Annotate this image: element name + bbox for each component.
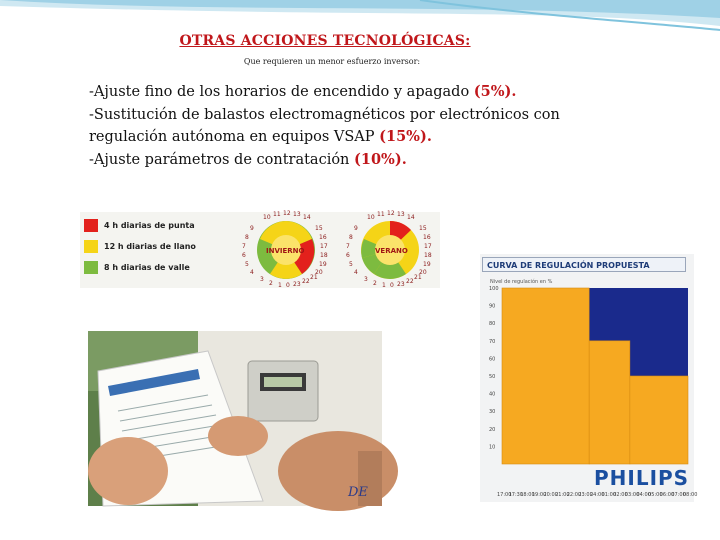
x-tick-label: 17:30 [508, 492, 524, 498]
svg-text:10: 10 [367, 214, 375, 221]
x-tick-label: 19:00 [531, 492, 547, 498]
bullet-text: -Ajuste fino de los horarios de encendido y apagado [89, 84, 474, 100]
svg-text:3: 3 [260, 276, 264, 283]
x-tick-label: 18:00 [520, 492, 535, 498]
y-tick-label: 40 [489, 391, 496, 398]
signature-logo: DE [348, 485, 368, 500]
x-tick-label: 06:00 [659, 492, 675, 498]
bullet-percentage: (5%). [473, 83, 517, 100]
x-tick-label: 20:00 [543, 492, 558, 498]
svg-text:15: 15 [315, 225, 323, 232]
svg-text:19: 19 [319, 261, 327, 268]
bullet-line [89, 149, 649, 172]
legend-item-valle [84, 260, 190, 274]
svg-text:11: 11 [273, 211, 281, 218]
legend-swatch [84, 219, 98, 232]
bullet-text: regulación autónoma en equipos VSAP [89, 129, 380, 145]
bullet-percentage: (15%). [379, 128, 432, 145]
svg-text:4: 4 [354, 269, 358, 276]
y-tick-label: 30 [489, 409, 496, 416]
svg-text:2: 2 [373, 280, 377, 287]
svg-text:9: 9 [250, 225, 254, 232]
svg-text:20: 20 [419, 269, 427, 276]
chart-segment [502, 288, 589, 464]
svg-text:21: 21 [414, 274, 422, 281]
svg-text:16: 16 [319, 234, 327, 241]
y-tick-label: 10 [489, 444, 496, 451]
svg-text:3: 3 [364, 276, 368, 283]
x-tick-label: 17:00 [497, 492, 512, 498]
svg-text:19: 19 [423, 261, 431, 268]
bullet-text: -Sustitución de balastos electromagnéticos por electrónicos con [89, 106, 560, 123]
x-tick-label: 21:00 [555, 492, 570, 498]
bullet-line [89, 126, 649, 149]
svg-text:15: 15 [419, 225, 427, 232]
svg-text:21: 21 [310, 274, 318, 281]
svg-text:12: 12 [387, 210, 395, 217]
x-tick-label: 08:00 [683, 492, 698, 498]
legend-item-punta [84, 218, 195, 232]
x-tick-label: 23:00 [578, 492, 593, 498]
bullet-list [89, 81, 649, 171]
x-tick-label: 07:00 [671, 492, 686, 498]
legend-swatch [84, 261, 98, 274]
y-tick-label: 100 [489, 286, 499, 292]
bullet-line [89, 104, 649, 127]
chart-title: CURVA DE REGULACIÓN PROPUESTA [482, 257, 686, 272]
svg-text:0: 0 [286, 282, 290, 289]
svg-text:17: 17 [424, 243, 432, 250]
legend-label: 4 h diarias de punta [104, 220, 195, 230]
y-tick-label: 70 [489, 338, 496, 345]
svg-text:23: 23 [293, 281, 301, 288]
svg-text:17: 17 [320, 243, 328, 250]
x-tick-label: 02:00 [613, 492, 628, 498]
slide-title: OTRAS ACCIONES TECNOLÓGICAS: [179, 33, 471, 49]
x-tick-label: 04:00 [636, 492, 651, 498]
svg-text:12: 12 [283, 210, 291, 217]
x-tick-label: 24:00 [590, 492, 605, 498]
svg-text:1: 1 [278, 282, 282, 289]
x-tick-label: 05:00 [648, 492, 663, 498]
svg-text:14: 14 [303, 214, 311, 221]
bullet-percentage: (10%). [354, 150, 407, 168]
svg-text:4: 4 [250, 269, 254, 276]
x-tick-label: 22:00 [566, 492, 582, 498]
bullet-text: -Ajuste parámetros de contratación [89, 151, 355, 168]
bullet-line [89, 81, 649, 104]
svg-text:16: 16 [423, 234, 431, 241]
slide-subtitle: Que requieren un menor esfuerzo inversor: [243, 57, 421, 66]
legend-item-llano [84, 239, 196, 253]
svg-text:22: 22 [406, 278, 414, 285]
svg-text:7: 7 [346, 243, 350, 250]
legend-label: 8 h diarias de valle [104, 262, 190, 272]
svg-text:0: 0 [390, 282, 394, 289]
x-tick-label: 03:00 [624, 492, 640, 498]
svg-text:11: 11 [377, 211, 385, 218]
svg-text:18: 18 [320, 252, 328, 259]
svg-text:1: 1 [382, 282, 386, 289]
y-tick-label: 20 [489, 426, 496, 433]
svg-text:8: 8 [349, 234, 353, 241]
svg-text:8: 8 [245, 234, 249, 241]
y-tick-label: 80 [489, 321, 496, 328]
chart-inner-label: Nivel de regulación en % [490, 279, 553, 285]
svg-text:20: 20 [315, 269, 323, 276]
svg-text:5: 5 [349, 261, 353, 268]
y-tick-label: 60 [489, 356, 496, 363]
svg-text:9: 9 [354, 225, 358, 232]
svg-text:22: 22 [302, 278, 310, 285]
svg-text:2: 2 [269, 280, 273, 287]
svg-text:13: 13 [293, 211, 301, 218]
svg-text:6: 6 [346, 252, 350, 259]
chart-segment [589, 341, 630, 464]
svg-text:10: 10 [263, 214, 271, 221]
philips-logo: PHILIPS [594, 466, 690, 490]
svg-text:6: 6 [242, 252, 246, 259]
svg-text:7: 7 [242, 243, 246, 250]
dial-label: VERANO [375, 247, 408, 255]
invoice-photo [88, 331, 382, 506]
legend-label: 12 h diarias de llano [104, 241, 196, 251]
y-tick-label: 50 [489, 374, 496, 380]
x-tick-label: 01:00 [601, 492, 617, 498]
svg-text:5: 5 [245, 261, 249, 268]
chart-segment [630, 376, 688, 464]
y-tick-label: 90 [489, 303, 496, 310]
svg-text:23: 23 [397, 281, 405, 288]
dial-label: INVIERNO [266, 247, 305, 255]
svg-text:14: 14 [407, 214, 415, 221]
svg-text:18: 18 [424, 252, 432, 259]
legend-swatch [84, 240, 98, 253]
svg-text:13: 13 [397, 211, 405, 218]
